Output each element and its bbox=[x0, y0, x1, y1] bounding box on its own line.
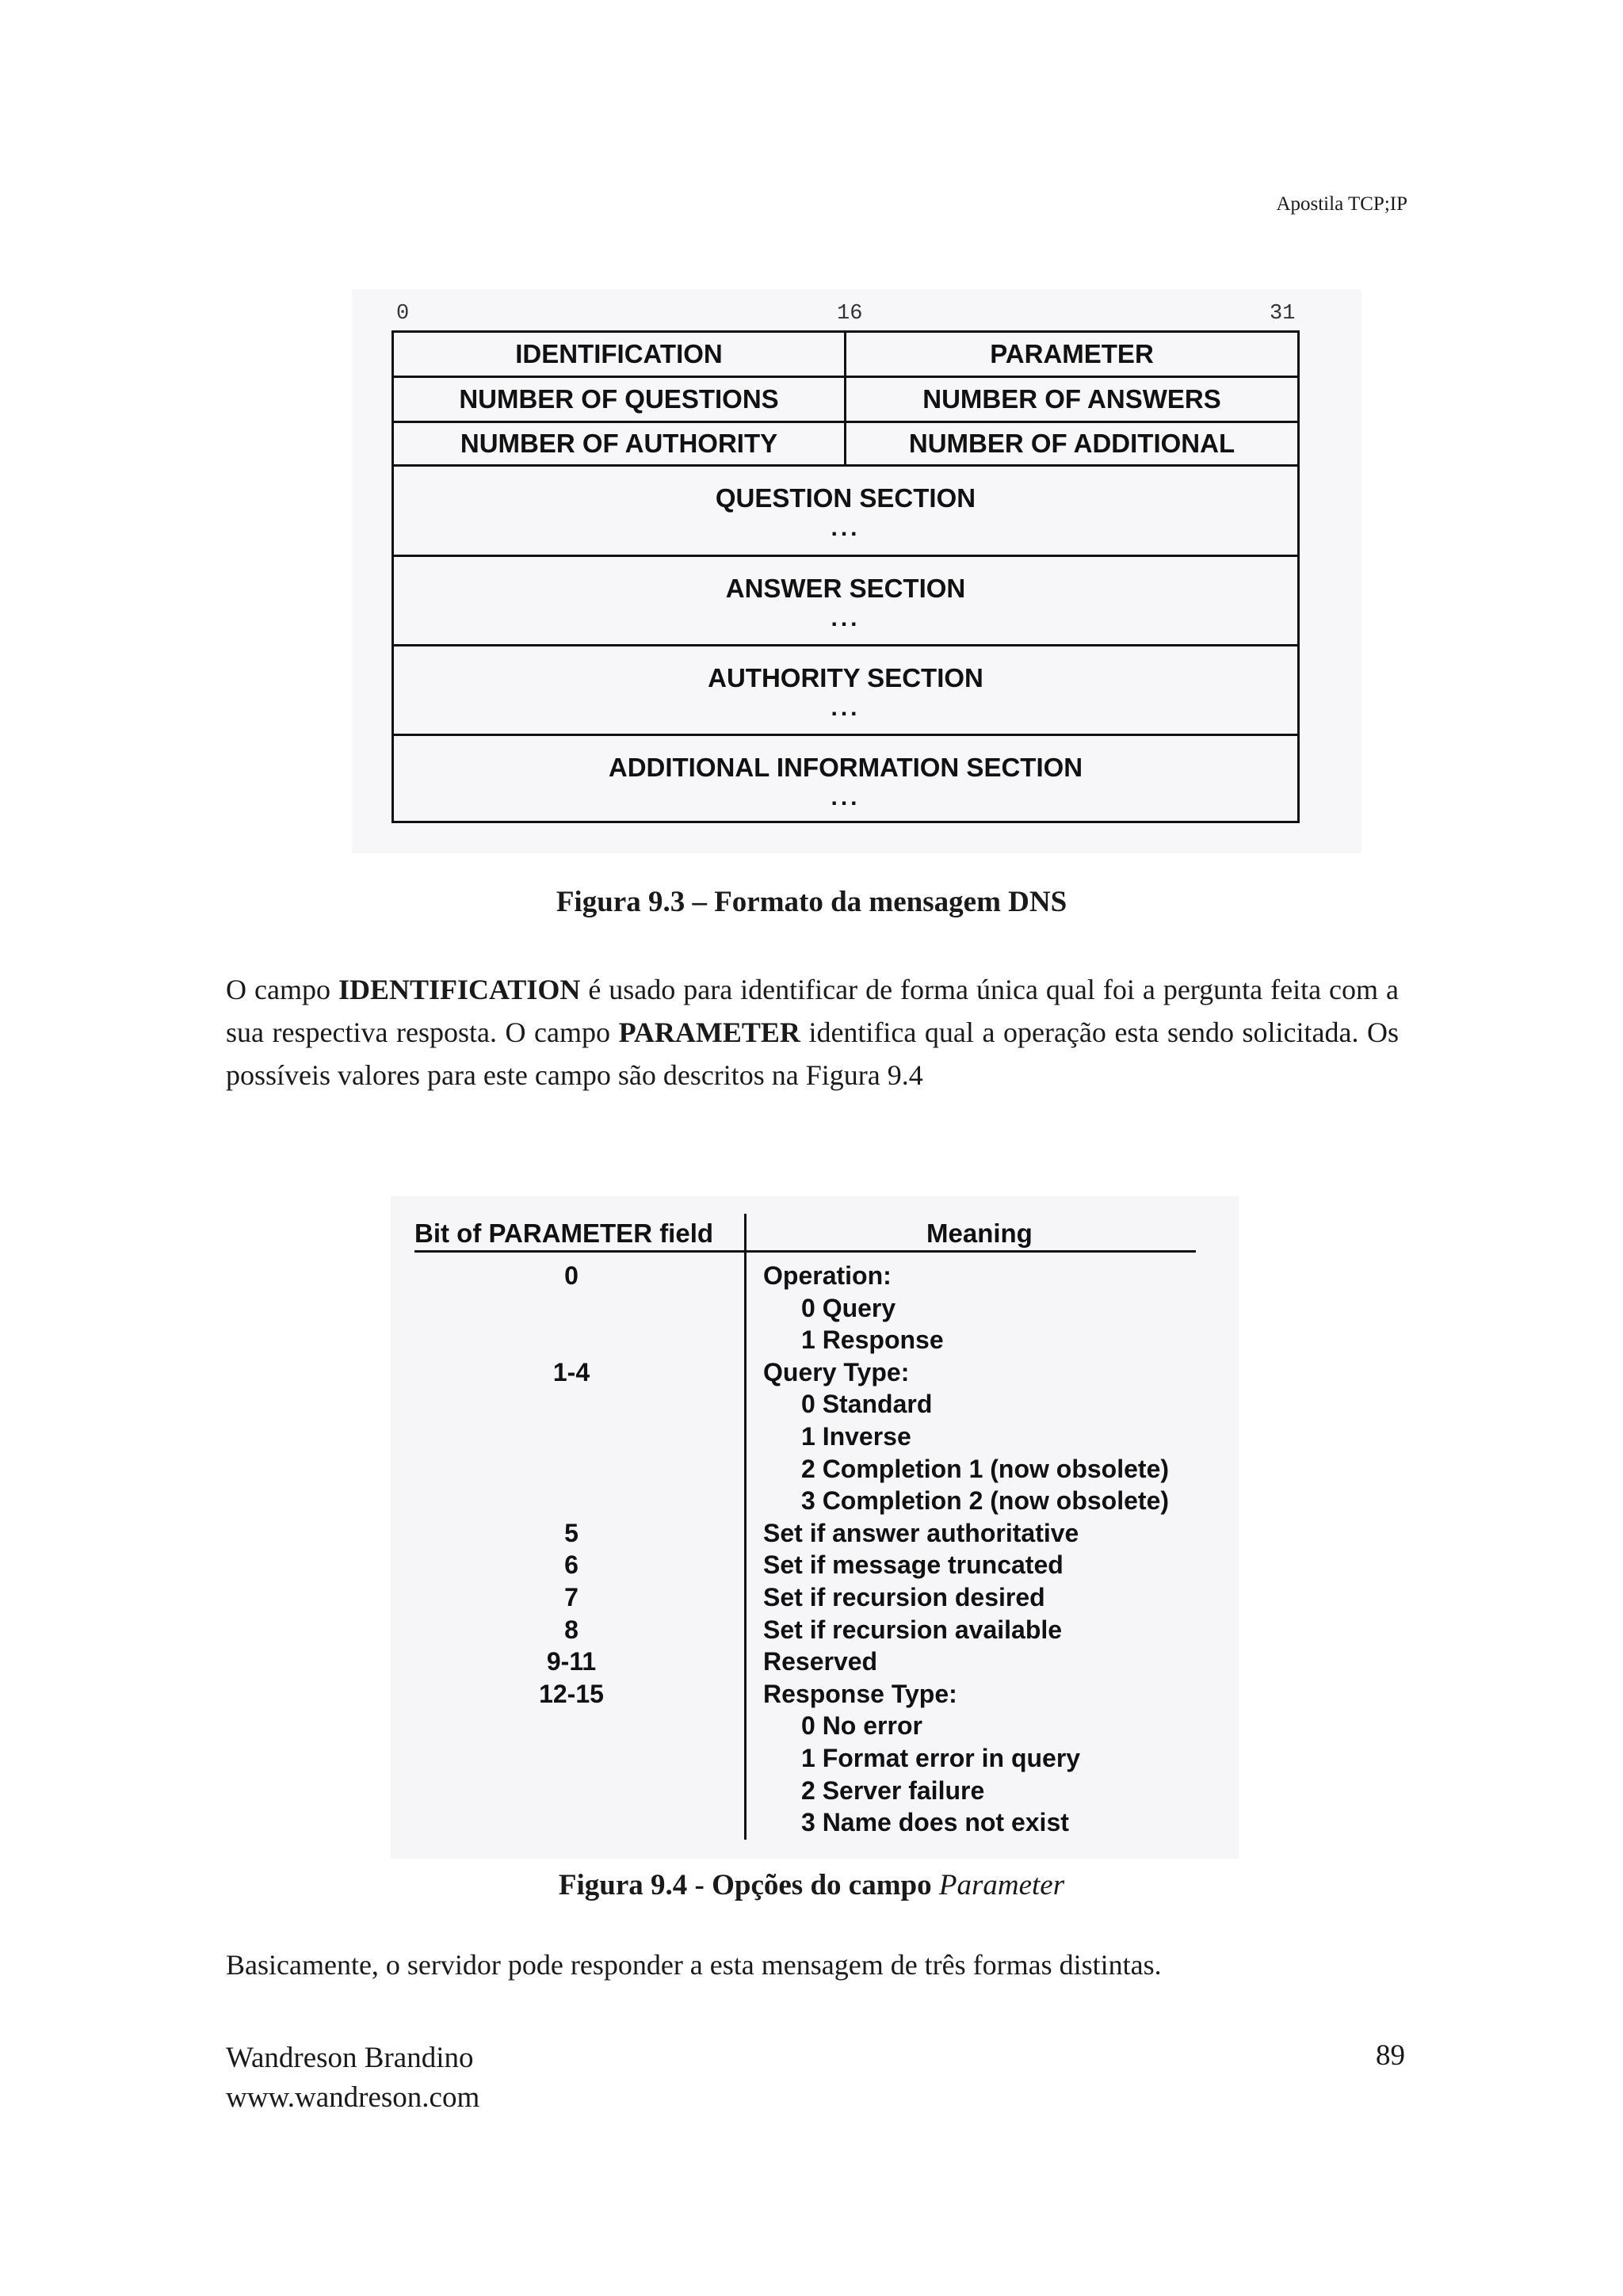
ellipsis: ... bbox=[831, 605, 861, 631]
meaning-cell: 3 Name does not exist bbox=[801, 1808, 1069, 1837]
table-row bbox=[391, 1261, 1239, 1294]
divider bbox=[394, 734, 1297, 736]
answer-section bbox=[394, 574, 1297, 632]
column-header-meaning: Meaning bbox=[926, 1219, 1033, 1248]
section-label: ADDITIONAL INFORMATION SECTION bbox=[608, 753, 1083, 782]
meaning-cell: Operation: bbox=[763, 1261, 892, 1290]
table-row bbox=[391, 1486, 1239, 1519]
table-row bbox=[391, 1358, 1239, 1390]
term-identification: IDENTIFICATION bbox=[338, 974, 581, 1005]
table-row bbox=[391, 1422, 1239, 1455]
dns-message-format-figure bbox=[352, 289, 1361, 853]
table-body bbox=[391, 1261, 1239, 1840]
caption-italic: Parameter bbox=[938, 1869, 1065, 1901]
caption-text: Figura 9.4 - Opções do campo bbox=[558, 1869, 939, 1901]
bit-cell: 0 bbox=[564, 1261, 579, 1290]
table-row bbox=[391, 1519, 1239, 1551]
question-section bbox=[394, 483, 1297, 542]
additional-information-section bbox=[394, 753, 1297, 811]
table-row bbox=[391, 1711, 1239, 1744]
meaning-cell: Set if recursion desired bbox=[763, 1582, 1045, 1611]
meaning-cell: 1 Inverse bbox=[801, 1421, 911, 1451]
parameter-options-table bbox=[391, 1196, 1239, 1859]
table-row bbox=[391, 1744, 1239, 1776]
text: O campo bbox=[226, 974, 338, 1005]
format-diagram bbox=[391, 330, 1300, 823]
table-row bbox=[391, 1615, 1239, 1648]
figure-9-3-caption: Figura 9.3 – Formato da mensagem DNS bbox=[556, 886, 1067, 918]
meaning-cell: 2 Completion 1 (now obsolete) bbox=[801, 1454, 1170, 1483]
footer-author-block bbox=[226, 2039, 479, 2118]
table-row bbox=[391, 1680, 1239, 1712]
field-parameter: PARAMETER bbox=[990, 339, 1154, 368]
bit-label-31: 31 bbox=[1270, 302, 1296, 326]
bit-cell: 6 bbox=[564, 1550, 579, 1580]
table-row bbox=[391, 1294, 1239, 1326]
meaning-cell: 0 Standard bbox=[801, 1390, 933, 1419]
paragraph-basicamente: Basicamente, o servidor pode responder a esta mensagem de três formas distintas. bbox=[226, 1949, 1162, 1981]
term-parameter: PARAMETER bbox=[618, 1016, 800, 1048]
meaning-cell: 1 Format error in query bbox=[801, 1743, 1081, 1772]
author-url: www.wandreson.com bbox=[226, 2081, 480, 2114]
meaning-cell: 0 Query bbox=[801, 1293, 896, 1322]
running-header: Apostila TCP;IP bbox=[1276, 193, 1407, 215]
bit-cell: 7 bbox=[564, 1582, 579, 1611]
table-row bbox=[391, 1583, 1239, 1615]
meaning-cell: Set if message truncated bbox=[763, 1550, 1064, 1580]
meaning-cell: 1 Response bbox=[801, 1325, 944, 1355]
bit-cell: 12-15 bbox=[539, 1679, 604, 1708]
table-row bbox=[391, 1776, 1239, 1809]
table-row bbox=[391, 1550, 1239, 1583]
field-number-of-answers: NUMBER OF ANSWERS bbox=[922, 384, 1221, 414]
table-row bbox=[391, 1390, 1239, 1422]
field-number-of-authority: NUMBER OF AUTHORITY bbox=[460, 429, 778, 458]
meaning-cell: 2 Server failure bbox=[801, 1775, 985, 1805]
header-rule bbox=[747, 1250, 1196, 1253]
bit-label-16: 16 bbox=[837, 302, 863, 326]
figure-9-4-caption bbox=[0, 1868, 1623, 1902]
bit-label-0: 0 bbox=[396, 302, 410, 326]
meaning-cell: Set if recursion available bbox=[763, 1615, 1063, 1644]
table-row bbox=[391, 1455, 1239, 1487]
text: identifica qual a operação esta sendo solicitada. Os possíveis valores para este campo são descritos na Figura 9.4 bbox=[226, 1016, 1400, 1091]
text: é usado para identificar de forma única qual foi a pergunta feita com a sua respectiva resposta. O campo bbox=[226, 974, 1399, 1048]
field-number-of-additional: NUMBER OF ADDITIONAL bbox=[908, 429, 1235, 458]
meaning-cell: Set if answer authoritative bbox=[763, 1518, 1079, 1547]
table-row bbox=[391, 1808, 1239, 1840]
ellipsis: ... bbox=[831, 695, 861, 721]
meaning-cell: 0 No error bbox=[801, 1711, 922, 1741]
page-number: 89 bbox=[1376, 2039, 1405, 2072]
table-row bbox=[391, 1325, 1239, 1358]
bit-cell: 1-4 bbox=[552, 1357, 590, 1386]
field-number-of-questions: NUMBER OF QUESTIONS bbox=[459, 384, 779, 414]
section-label: ANSWER SECTION bbox=[725, 574, 966, 603]
bit-cell: 9-11 bbox=[546, 1647, 597, 1676]
ellipsis: ... bbox=[831, 515, 861, 541]
paragraph-identification bbox=[226, 968, 1399, 1097]
section-label: QUESTION SECTION bbox=[715, 483, 976, 513]
table-row bbox=[391, 1647, 1239, 1680]
field-identification: IDENTIFICATION bbox=[515, 339, 723, 368]
ellipsis: ... bbox=[831, 784, 861, 810]
meaning-cell: Reserved bbox=[763, 1647, 878, 1676]
author-name: Wandreson Brandino bbox=[226, 2042, 474, 2074]
divider bbox=[394, 644, 1297, 646]
authority-section bbox=[394, 663, 1297, 722]
meaning-cell: 3 Completion 2 (now obsolete) bbox=[801, 1486, 1170, 1516]
bit-cell: 5 bbox=[564, 1518, 579, 1547]
bit-cell: 8 bbox=[564, 1615, 579, 1644]
column-header-bit: Bit of PARAMETER field bbox=[414, 1219, 714, 1248]
divider bbox=[394, 555, 1297, 557]
header-rule bbox=[414, 1250, 744, 1253]
meaning-cell: Query Type: bbox=[763, 1357, 910, 1386]
section-label: AUTHORITY SECTION bbox=[708, 663, 983, 692]
meaning-cell: Response Type: bbox=[763, 1679, 957, 1708]
divider bbox=[394, 464, 1297, 467]
